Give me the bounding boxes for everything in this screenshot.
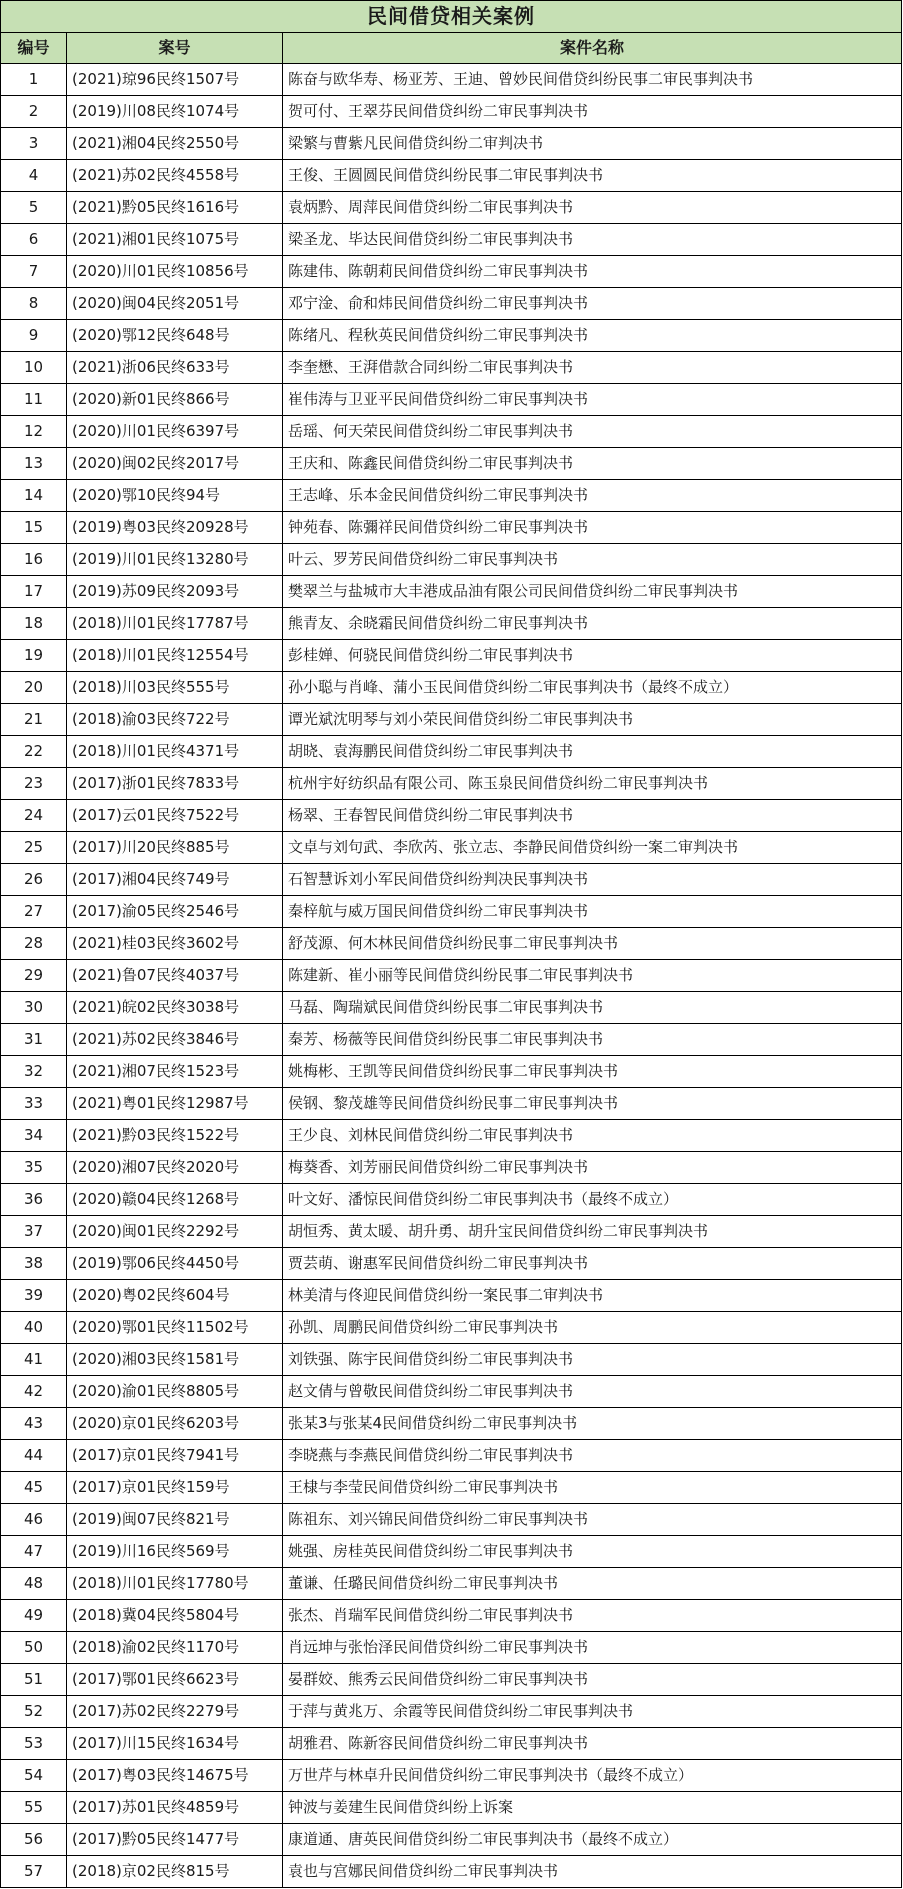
cell-num[interactable]: 41 — [1, 1344, 67, 1376]
cell-caseno[interactable]: (2021)黔05民终1616号 — [67, 192, 283, 224]
cell-num[interactable]: 5 — [1, 192, 67, 224]
table-row — [1, 992, 902, 1024]
table-row — [1, 192, 902, 224]
header-row — [1, 33, 902, 64]
cell-caseno[interactable]: (2021)鲁07民终4037号 — [67, 960, 283, 992]
cell-num[interactable]: 17 — [1, 576, 67, 608]
cell-casename[interactable]: 王庆和、陈鑫民间借贷纠纷二审民事判决书 — [283, 448, 902, 480]
cell-casename[interactable]: 杨翠、王春智民间借贷纠纷二审民事判决书 — [283, 800, 902, 832]
cell-casename[interactable]: 晏群姣、熊秀云民间借贷纠纷二审民事判决书 — [283, 1664, 902, 1696]
cell-caseno[interactable]: (2020)鄂10民终94号 — [67, 480, 283, 512]
cell-num[interactable]: 1 — [1, 64, 67, 96]
cell-num[interactable]: 56 — [1, 1824, 67, 1856]
table-row — [1, 1600, 902, 1632]
cell-caseno[interactable]: (2017)川15民终1634号 — [67, 1728, 283, 1760]
cell-num[interactable]: 18 — [1, 608, 67, 640]
table-body — [1, 64, 902, 1888]
cell-caseno[interactable]: (2019)闽07民终821号 — [67, 1504, 283, 1536]
cell-num[interactable]: 16 — [1, 544, 67, 576]
cell-num[interactable]: 49 — [1, 1600, 67, 1632]
table-row — [1, 672, 902, 704]
table-row — [1, 1248, 902, 1280]
table-row — [1, 1696, 902, 1728]
cell-casename[interactable]: 胡恒秀、黄太暖、胡升勇、胡升宝民间借贷纠纷二审民事判决书 — [283, 1216, 902, 1248]
cell-num[interactable]: 8 — [1, 288, 67, 320]
cell-num[interactable]: 24 — [1, 800, 67, 832]
cell-num[interactable]: 43 — [1, 1408, 67, 1440]
table-row — [1, 800, 902, 832]
cell-caseno[interactable]: (2018)川01民终12554号 — [67, 640, 283, 672]
table-row — [1, 352, 902, 384]
cell-num[interactable]: 30 — [1, 992, 67, 1024]
cell-caseno[interactable]: (2017)黔05民终1477号 — [67, 1824, 283, 1856]
cell-num[interactable]: 13 — [1, 448, 67, 480]
cell-casename[interactable]: 王俊、王圆圆民间借贷纠纷民事二审民事判决书 — [283, 160, 902, 192]
cell-casename[interactable]: 董谦、任璐民间借贷纠纷二审民事判决书 — [283, 1568, 902, 1600]
table-row — [1, 1152, 902, 1184]
cell-caseno[interactable]: (2020)川01民终10856号 — [67, 256, 283, 288]
cell-casename[interactable]: 王志峰、乐本金民间借贷纠纷二审民事判决书 — [283, 480, 902, 512]
cell-casename[interactable]: 李晓燕与李燕民间借贷纠纷二审民事判决书 — [283, 1440, 902, 1472]
table-row — [1, 1440, 902, 1472]
cell-num[interactable]: 15 — [1, 512, 67, 544]
cell-casename[interactable]: 崔伟涛与卫亚平民间借贷纠纷二审民事判决书 — [283, 384, 902, 416]
cell-casename[interactable]: 姚强、房桂英民间借贷纠纷二审民事判决书 — [283, 1536, 902, 1568]
table-row — [1, 384, 902, 416]
cell-casename[interactable]: 王少良、刘林民间借贷纠纷二审民事判决书 — [283, 1120, 902, 1152]
cell-casename[interactable]: 孙小聪与肖峰、蒲小玉民间借贷纠纷二审民事判决书（最终不成立） — [283, 672, 902, 704]
table-row — [1, 544, 902, 576]
cell-num[interactable]: 42 — [1, 1376, 67, 1408]
cell-num[interactable]: 38 — [1, 1248, 67, 1280]
cell-casename[interactable]: 马磊、陶瑞斌民间借贷纠纷民事二审民事判决书 — [283, 992, 902, 1024]
table-row — [1, 576, 902, 608]
cell-caseno[interactable]: (2021)粤01民终12987号 — [67, 1088, 283, 1120]
table-row — [1, 1728, 902, 1760]
cell-casename[interactable]: 康道通、唐英民间借贷纠纷二审民事判决书（最终不成立） — [283, 1824, 902, 1856]
cell-casename[interactable]: 钟波与姜建生民间借贷纠纷上诉案 — [283, 1792, 902, 1824]
cell-casename[interactable]: 陈祖东、刘兴锦民间借贷纠纷二审民事判决书 — [283, 1504, 902, 1536]
table-row — [1, 1536, 902, 1568]
cell-num[interactable]: 36 — [1, 1184, 67, 1216]
cell-caseno[interactable]: (2019)川08民终1074号 — [67, 96, 283, 128]
table-title[interactable]: 民间借贷相关案例 — [1, 1, 902, 33]
cell-caseno[interactable]: (2020)鄂12民终648号 — [67, 320, 283, 352]
cell-num[interactable]: 33 — [1, 1088, 67, 1120]
cell-casename[interactable]: 林美清与佟迎民间借贷纠纷一案民事二审判决书 — [283, 1280, 902, 1312]
cell-num[interactable]: 27 — [1, 896, 67, 928]
cell-caseno[interactable]: (2020)川01民终6397号 — [67, 416, 283, 448]
cell-caseno[interactable]: (2017)浙01民终7833号 — [67, 768, 283, 800]
cell-caseno[interactable]: (2019)粤03民终20928号 — [67, 512, 283, 544]
cell-caseno[interactable]: (2021)琼96民终1507号 — [67, 64, 283, 96]
table-row — [1, 1632, 902, 1664]
cell-num[interactable]: 46 — [1, 1504, 67, 1536]
cell-num[interactable]: 6 — [1, 224, 67, 256]
table-row — [1, 896, 902, 928]
table-row — [1, 864, 902, 896]
cell-caseno[interactable]: (2018)冀04民终5804号 — [67, 1600, 283, 1632]
cell-casename[interactable]: 张杰、肖瑞军民间借贷纠纷二审民事判决书 — [283, 1600, 902, 1632]
cell-num[interactable]: 22 — [1, 736, 67, 768]
cell-num[interactable]: 12 — [1, 416, 67, 448]
cell-caseno[interactable]: (2021)黔03民终1522号 — [67, 1120, 283, 1152]
cell-casename[interactable]: 石智慧诉刘小军民间借贷纠纷判决民事判决书 — [283, 864, 902, 896]
cell-num[interactable]: 9 — [1, 320, 67, 352]
cell-casename[interactable]: 梁圣龙、毕达民间借贷纠纷二审民事判决书 — [283, 224, 902, 256]
cell-num[interactable]: 19 — [1, 640, 67, 672]
cell-caseno[interactable]: (2019)鄂06民终4450号 — [67, 1248, 283, 1280]
table-row — [1, 1504, 902, 1536]
table-row — [1, 1408, 902, 1440]
table-row — [1, 1024, 902, 1056]
cell-caseno[interactable]: (2018)京02民终815号 — [67, 1856, 283, 1888]
cell-caseno[interactable]: (2020)闽04民终2051号 — [67, 288, 283, 320]
cell-caseno[interactable]: (2019)川16民终569号 — [67, 1536, 283, 1568]
cell-num[interactable]: 55 — [1, 1792, 67, 1824]
cell-casename[interactable]: 王棣与李莹民间借贷纠纷二审民事判决书 — [283, 1472, 902, 1504]
table-row — [1, 1120, 902, 1152]
cell-num[interactable]: 14 — [1, 480, 67, 512]
cell-casename[interactable]: 于萍与黄兆万、余霞等民间借贷纠纷二审民事判决书 — [283, 1696, 902, 1728]
cell-caseno[interactable]: (2019)苏09民终2093号 — [67, 576, 283, 608]
cell-casename[interactable]: 樊翠兰与盐城市大丰港成品油有限公司民间借贷纠纷二审民事判决书 — [283, 576, 902, 608]
cell-num[interactable]: 28 — [1, 928, 67, 960]
cell-casename[interactable]: 肖远坤与张怡泽民间借贷纠纷二审民事判决书 — [283, 1632, 902, 1664]
cell-casename[interactable]: 刘铁强、陈宇民间借贷纠纷二审民事判决书 — [283, 1344, 902, 1376]
cell-caseno[interactable]: (2018)川01民终4371号 — [67, 736, 283, 768]
cell-casename[interactable]: 秦梓航与威万国民间借贷纠纷二审民事判决书 — [283, 896, 902, 928]
table-row — [1, 832, 902, 864]
cell-caseno[interactable]: (2017)京01民终7941号 — [67, 1440, 283, 1472]
cell-caseno[interactable]: (2017)渝05民终2546号 — [67, 896, 283, 928]
cell-casename[interactable]: 胡雅君、陈新容民间借贷纠纷二审民事判决书 — [283, 1728, 902, 1760]
cell-caseno[interactable]: (2020)鄂01民终11502号 — [67, 1312, 283, 1344]
cell-casename[interactable]: 舒茂源、何木林民间借贷纠纷民事二审民事判决书 — [283, 928, 902, 960]
cell-casename[interactable]: 陈建新、崔小丽等民间借贷纠纷民事二审民事判决书 — [283, 960, 902, 992]
cell-casename[interactable]: 赵文倩与曾敬民间借贷纠纷二审民事判决书 — [283, 1376, 902, 1408]
cell-num[interactable]: 21 — [1, 704, 67, 736]
cell-num[interactable]: 39 — [1, 1280, 67, 1312]
cell-casename[interactable]: 万世芹与林卓升民间借贷纠纷二审民事判决书（最终不成立） — [283, 1760, 902, 1792]
cell-caseno[interactable]: (2021)桂03民终3602号 — [67, 928, 283, 960]
table-row — [1, 480, 902, 512]
cell-casename[interactable]: 张某3与张某4民间借贷纠纷二审民事判决书 — [283, 1408, 902, 1440]
cell-num[interactable]: 50 — [1, 1632, 67, 1664]
cell-num[interactable]: 34 — [1, 1120, 67, 1152]
table-row — [1, 1184, 902, 1216]
cell-num[interactable]: 48 — [1, 1568, 67, 1600]
table-row — [1, 1376, 902, 1408]
cell-casename[interactable]: 袁也与宫娜民间借贷纠纷二审民事判决书 — [283, 1856, 902, 1888]
cell-caseno[interactable]: (2021)湘07民终1523号 — [67, 1056, 283, 1088]
cell-num[interactable]: 20 — [1, 672, 67, 704]
table-row — [1, 704, 902, 736]
cell-num[interactable]: 4 — [1, 160, 67, 192]
cell-casename[interactable]: 梁繁与曹紫凡民间借贷纠纷二审判决书 — [283, 128, 902, 160]
cell-caseno[interactable]: (2020)闽02民终2017号 — [67, 448, 283, 480]
cell-num[interactable]: 29 — [1, 960, 67, 992]
table-row — [1, 640, 902, 672]
cell-caseno[interactable]: (2017)粤03民终14675号 — [67, 1760, 283, 1792]
table-row — [1, 1664, 902, 1696]
cell-caseno[interactable]: (2020)湘03民终1581号 — [67, 1344, 283, 1376]
cell-casename[interactable]: 陈建伟、陈朝莉民间借贷纠纷二审民事判决书 — [283, 256, 902, 288]
cell-caseno[interactable]: (2017)苏02民终2279号 — [67, 1696, 283, 1728]
cell-caseno[interactable]: (2018)川03民终555号 — [67, 672, 283, 704]
cell-caseno[interactable]: (2017)京01民终159号 — [67, 1472, 283, 1504]
table-row — [1, 288, 902, 320]
cell-num[interactable]: 40 — [1, 1312, 67, 1344]
cell-casename[interactable]: 彭桂婵、何骁民间借贷纠纷二审民事判决书 — [283, 640, 902, 672]
cell-casename[interactable]: 秦芳、杨薇等民间借贷纠纷民事二审民事判决书 — [283, 1024, 902, 1056]
header-num[interactable]: 编号 — [1, 33, 67, 64]
table-row — [1, 160, 902, 192]
cell-casename[interactable]: 孙凯、周鹏民间借贷纠纷二审民事判决书 — [283, 1312, 902, 1344]
cell-num[interactable]: 3 — [1, 128, 67, 160]
table-row — [1, 1312, 902, 1344]
header-caseno[interactable]: 案号 — [67, 33, 283, 64]
cell-num[interactable]: 32 — [1, 1056, 67, 1088]
table-row — [1, 1856, 902, 1888]
cell-caseno[interactable]: (2020)赣04民终1268号 — [67, 1184, 283, 1216]
cell-casename[interactable]: 熊青友、余晓霜民间借贷纠纷二审民事判决书 — [283, 608, 902, 640]
table-row — [1, 1792, 902, 1824]
cell-casename[interactable]: 谭光斌沈明琴与刘小荣民间借贷纠纷二审民事判决书 — [283, 704, 902, 736]
cell-casename[interactable]: 胡晓、袁海鹏民间借贷纠纷二审民事判决书 — [283, 736, 902, 768]
table-row — [1, 1568, 902, 1600]
cell-casename[interactable]: 叶文好、潘惊民间借贷纠纷二审民事判决书（最终不成立） — [283, 1184, 902, 1216]
header-casename[interactable]: 案件名称 — [283, 33, 902, 64]
cell-casename[interactable]: 陈奋与欧华寿、杨亚芳、王迪、曾妙民间借贷纠纷民事二审民事判决书 — [283, 64, 902, 96]
cell-caseno[interactable]: (2017)鄂01民终6623号 — [67, 1664, 283, 1696]
cell-casename[interactable]: 李奎懋、王湃借款合同纠纷二审民事判决书 — [283, 352, 902, 384]
table-row — [1, 416, 902, 448]
table-row — [1, 960, 902, 992]
cell-caseno[interactable]: (2020)闽01民终2292号 — [67, 1216, 283, 1248]
cell-num[interactable]: 31 — [1, 1024, 67, 1056]
cell-caseno[interactable]: (2020)渝01民终8805号 — [67, 1376, 283, 1408]
table-row — [1, 224, 902, 256]
cell-num[interactable]: 52 — [1, 1696, 67, 1728]
table-row — [1, 96, 902, 128]
cell-caseno[interactable]: (2018)川01民终17787号 — [67, 608, 283, 640]
cell-caseno[interactable]: (2021)苏02民终4558号 — [67, 160, 283, 192]
cell-caseno[interactable]: (2021)浙06民终633号 — [67, 352, 283, 384]
cell-caseno[interactable]: (2018)渝02民终1170号 — [67, 1632, 283, 1664]
title-row — [1, 1, 902, 33]
cell-caseno[interactable]: (2017)云01民终7522号 — [67, 800, 283, 832]
cell-num[interactable]: 44 — [1, 1440, 67, 1472]
cell-num[interactable]: 45 — [1, 1472, 67, 1504]
table-row — [1, 1344, 902, 1376]
cell-casename[interactable]: 侯钢、黎茂雄等民间借贷纠纷民事二审民事判决书 — [283, 1088, 902, 1120]
table-row — [1, 1760, 902, 1792]
table-row — [1, 1824, 902, 1856]
cell-num[interactable]: 11 — [1, 384, 67, 416]
cell-num[interactable]: 51 — [1, 1664, 67, 1696]
cell-num[interactable]: 7 — [1, 256, 67, 288]
table-row — [1, 448, 902, 480]
table-row — [1, 608, 902, 640]
table-row — [1, 512, 902, 544]
cell-caseno[interactable]: (2020)粤02民终604号 — [67, 1280, 283, 1312]
cell-num[interactable]: 53 — [1, 1728, 67, 1760]
cell-num[interactable]: 47 — [1, 1536, 67, 1568]
cell-casename[interactable]: 文卓与刘句武、李欣芮、张立志、李静民间借贷纠纷一案二审判决书 — [283, 832, 902, 864]
cell-caseno[interactable]: (2018)渝03民终722号 — [67, 704, 283, 736]
cell-caseno[interactable]: (2021)湘01民终1075号 — [67, 224, 283, 256]
cell-casename[interactable]: 贺可付、王翠芬民间借贷纠纷二审民事判决书 — [283, 96, 902, 128]
cell-casename[interactable]: 邓宁淦、俞和炜民间借贷纠纷二审民事判决书 — [283, 288, 902, 320]
cell-casename[interactable]: 钟苑春、陈彌祥民间借贷纠纷二审民事判决书 — [283, 512, 902, 544]
table-row — [1, 256, 902, 288]
table-row — [1, 1472, 902, 1504]
table-row — [1, 320, 902, 352]
table-row — [1, 1280, 902, 1312]
cell-casename[interactable]: 叶云、罗芳民间借贷纠纷二审民事判决书 — [283, 544, 902, 576]
cell-num[interactable]: 35 — [1, 1152, 67, 1184]
cell-num[interactable]: 26 — [1, 864, 67, 896]
cell-num[interactable]: 25 — [1, 832, 67, 864]
table-row — [1, 1216, 902, 1248]
cell-num[interactable]: 10 — [1, 352, 67, 384]
cell-caseno[interactable]: (2017)湘04民终749号 — [67, 864, 283, 896]
table-row — [1, 1088, 902, 1120]
cell-caseno[interactable]: (2021)皖02民终3038号 — [67, 992, 283, 1024]
table-row — [1, 736, 902, 768]
cell-caseno[interactable]: (2018)川01民终17780号 — [67, 1568, 283, 1600]
cell-caseno[interactable]: (2021)湘04民终2550号 — [67, 128, 283, 160]
cell-caseno[interactable]: (2020)湘07民终2020号 — [67, 1152, 283, 1184]
cell-num[interactable]: 54 — [1, 1760, 67, 1792]
cell-caseno[interactable]: (2017)苏01民终4859号 — [67, 1792, 283, 1824]
cell-num[interactable]: 2 — [1, 96, 67, 128]
table-row — [1, 928, 902, 960]
table-row — [1, 128, 902, 160]
cell-caseno[interactable]: (2021)苏02民终3846号 — [67, 1024, 283, 1056]
cell-casename[interactable]: 姚梅彬、王凯等民间借贷纠纷民事二审民事判决书 — [283, 1056, 902, 1088]
cell-caseno[interactable]: (2020)京01民终6203号 — [67, 1408, 283, 1440]
cell-casename[interactable]: 贾芸萌、谢惠军民间借贷纠纷二审民事判决书 — [283, 1248, 902, 1280]
cell-casename[interactable]: 杭州宇好纺织品有限公司、陈玉泉民间借贷纠纷二审民事判决书 — [283, 768, 902, 800]
cell-casename[interactable]: 岳瑶、何天荣民间借贷纠纷二审民事判决书 — [283, 416, 902, 448]
cell-caseno[interactable]: (2019)川01民终13280号 — [67, 544, 283, 576]
cell-caseno[interactable]: (2017)川20民终885号 — [67, 832, 283, 864]
cell-num[interactable]: 57 — [1, 1856, 67, 1888]
table-row — [1, 768, 902, 800]
cell-num[interactable]: 23 — [1, 768, 67, 800]
table-row — [1, 64, 902, 96]
cell-casename[interactable]: 梅葵香、刘芳丽民间借贷纠纷二审民事判决书 — [283, 1152, 902, 1184]
cell-caseno[interactable]: (2020)新01民终866号 — [67, 384, 283, 416]
table-row — [1, 1056, 902, 1088]
cell-casename[interactable]: 袁炳黔、周萍民间借贷纠纷二审民事判决书 — [283, 192, 902, 224]
cell-casename[interactable]: 陈绪凡、程秋英民间借贷纠纷二审民事判决书 — [283, 320, 902, 352]
cell-num[interactable]: 37 — [1, 1216, 67, 1248]
